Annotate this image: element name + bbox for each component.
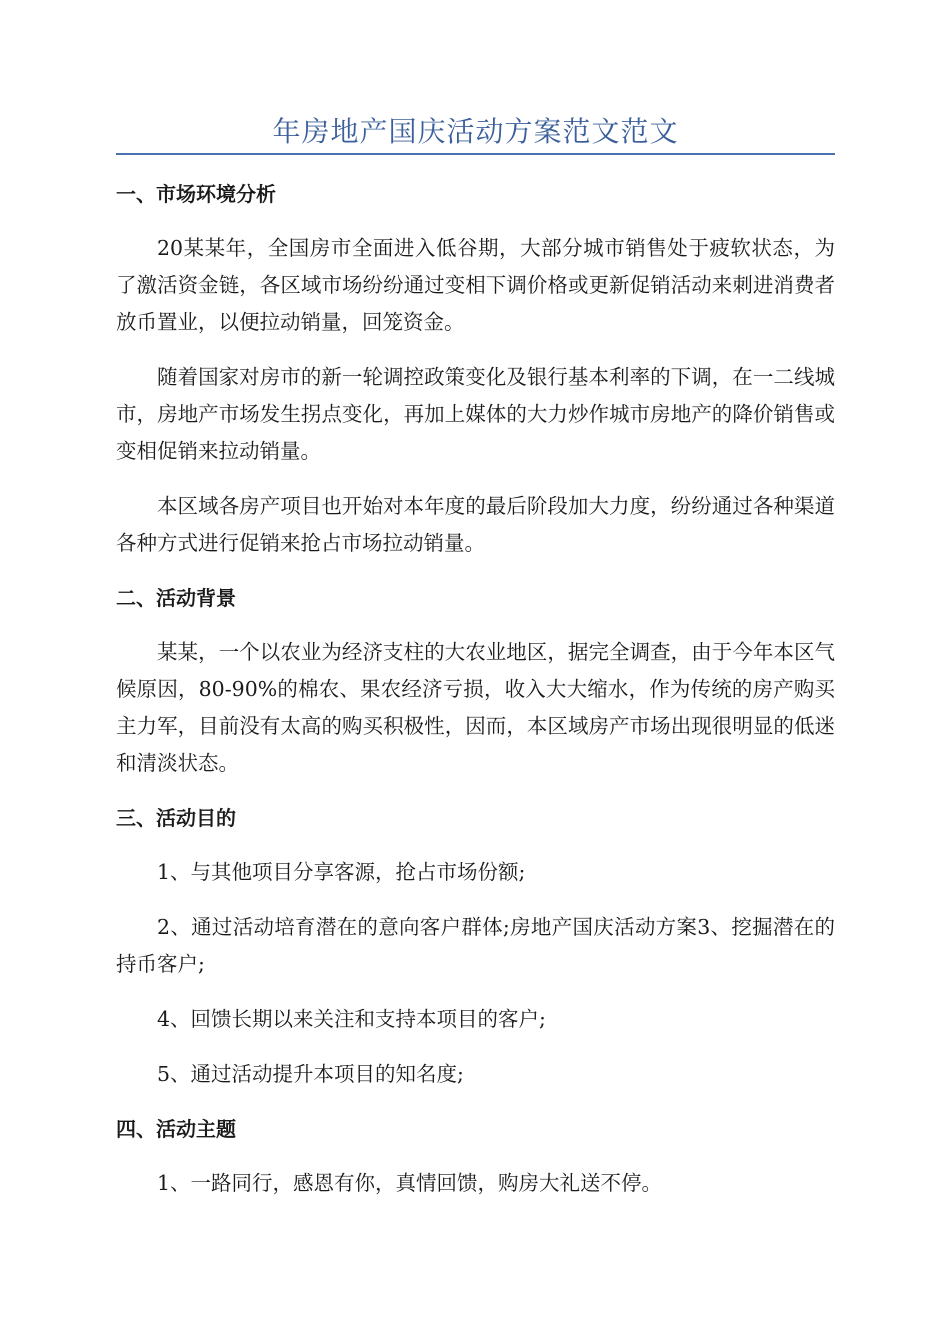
paragraph: 本区域各房产项目也开始对本年度的最后阶段加大力度，纷纷通过各种渠道各种方式进行促销来抢占市场拉动销量。	[116, 494, 835, 555]
section-heading-purpose: 三、活动目的	[116, 806, 236, 830]
document-body	[116, 176, 835, 1220]
list-item: 5、通过活动提升本项目的知名度;	[157, 1062, 464, 1086]
section-heading-background: 二、活动背景	[116, 586, 236, 610]
document-title: 年房地产国庆活动方案范文范文	[272, 115, 679, 148]
paragraph: 20某某年，全国房市全面进入低谷期，大部分城市销售处于疲软状态，为了激活资金链，各区域市场纷纷通过变相下调价格或更新促销活动来刺进消费者放币置业，以便拉动销量，回笼资金。	[116, 236, 835, 334]
paragraph: 某某，一个以农业为经济支柱的大农业地区，据完全调查，由于今年本区气候原因，80-90%的棉农、果农经济亏损，收入大大缩水，作为传统的房产购买主力军，目前没有太高的购买积极性，因而，本区域房产市场出现很明显的低迷和清淡状态。	[116, 640, 835, 775]
title-underline	[116, 153, 835, 155]
paragraph: 随着国家对房市的新一轮调控政策变化及银行基本利率的下调，在一二线城市，房地产市场发生拐点变化，再加上媒体的大力炒作城市房地产的降价销售或变相促销来拉动销量。	[116, 365, 835, 463]
list-item: 4、回馈长期以来关注和支持本项目的客户;	[157, 1007, 546, 1031]
list-item: 1、一路同行，感恩有你，真情回馈，购房大礼送不停。	[157, 1171, 663, 1195]
list-item: 2、通过活动培育潜在的意向客户群体;房地产国庆活动方案3、挖掘潜在的持币客户;	[116, 915, 835, 976]
section-heading-theme: 四、活动主题	[116, 1117, 236, 1141]
section-heading-market-analysis: 一、市场环境分析	[116, 182, 276, 206]
list-item: 1、与其他项目分享客源，抢占市场份额;	[157, 860, 526, 884]
